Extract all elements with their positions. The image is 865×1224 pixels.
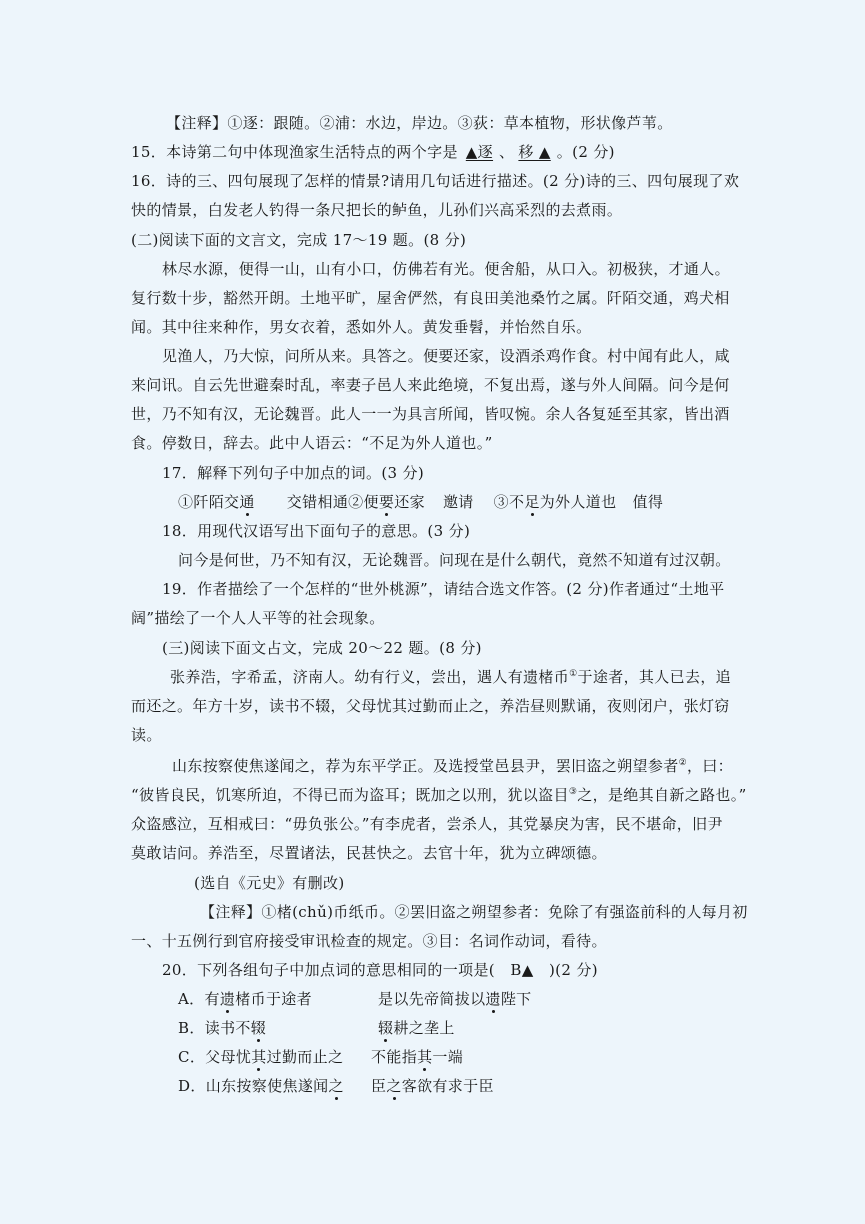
dotted-word: 辍: [250, 1019, 267, 1037]
passage-3-text: ，曰：: [686, 757, 734, 775]
passage-3-line: 而还之。年方十岁，读书不辍，父母忧其过勤而止之，养浩昼则默诵，夜则闭户，张灯窃: [131, 697, 730, 715]
q17-item-3: ③不: [493, 493, 525, 511]
option-c-compare: [371, 1047, 463, 1067]
dotted-word: 遗: [485, 990, 501, 1008]
option-text: D．山东按察使焦遂闻: [178, 1077, 329, 1095]
option-text: 楮币于途者: [235, 990, 313, 1008]
passage-3-text: 山东按察使焦遂闻之，荐为东平学正。及选授堂邑县尹，罢旧盗之朔望参者: [172, 757, 679, 775]
footnote-marker: ③: [568, 787, 578, 797]
dotted-word: 其: [417, 1048, 433, 1066]
section-3-heading: (三)阅读下面文占文，完成 20～22 题。(8 分): [162, 639, 482, 657]
q17-item-1: ①阡陌交: [178, 493, 240, 511]
option-d: [178, 1076, 344, 1096]
option-text: A．有: [178, 990, 220, 1008]
dotted-word: 其: [251, 1048, 267, 1066]
passage-3-line: [131, 785, 747, 805]
footnote-marker: ①: [569, 669, 578, 679]
passage-3-text: “彼皆良民，饥寒所迫，不得已而为盗耳；既加之以刑，犹以盗目: [131, 786, 569, 804]
option-b-compare: [378, 1018, 455, 1038]
footnote-marker: ②: [678, 758, 687, 768]
q17-answer-1: 交错相通: [286, 493, 349, 511]
passage-3-line: [172, 756, 733, 776]
q17-item-3-rest: 为外人道也: [539, 493, 617, 511]
dotted-word: 遗: [219, 990, 236, 1008]
section-2-heading: (二)阅读下面的文言文，完成 17～19 题。(8 分): [131, 231, 467, 249]
option-text: 一端: [432, 1048, 464, 1066]
passage-3-annotation: 【注释】①楮(chǔ)币纸币。②罢旧盗之朔望参者：免除了有强盗前科的人每月初: [200, 903, 748, 921]
question-19-answer: 阔”描绘了一个人人平等的社会现象。: [131, 609, 385, 627]
q17-answer-2: 邀请: [442, 493, 474, 511]
passage-3-text: 之，是绝其自新之路也。”: [577, 786, 747, 804]
question-18: 18．用现代汉语写出下面句子的意思。(3 分): [162, 522, 471, 540]
question-17-answers: [178, 492, 663, 512]
option-text: 过勤而止之: [266, 1048, 344, 1066]
passage-3-line: [170, 667, 731, 687]
question-17: 17．解释下列句子中加点的词。(3 分): [162, 464, 425, 482]
passage-2-line: 世，乃不知有汉，无论魏晋。此人一一为具言所闻，皆叹惋。余人各复延至其家，皆出酒: [131, 405, 730, 423]
passage-3-text: 张养浩，字希孟，济南人。幼有行义，尝出，遇人有遗楮币: [170, 668, 570, 686]
option-b: [178, 1018, 266, 1038]
option-a-compare: [378, 989, 532, 1009]
passage-2-line: 来问讯。自云先世避秦时乱，率妻子邑人来此绝境，不复出焉，遂与外人间隔。问今是何: [131, 376, 730, 394]
poem-annotation: 【注释】①逐：跟随。②浦：水边，岸边。③荻：草本植物，形状像芦苇。: [166, 114, 673, 132]
dotted-word: 足: [524, 493, 540, 511]
q15-answer-2: 移 ▲: [518, 143, 551, 161]
option-text: B．读书不: [178, 1019, 251, 1037]
q15-separator: 、: [499, 143, 515, 161]
dotted-word: 之: [328, 1077, 344, 1095]
question-16: 16．诗的三、四句展现了怎样的情景?请用几句话进行描述。(2 分)诗的三、四句展现了欢: [131, 172, 740, 190]
dotted-word: 通: [239, 493, 255, 511]
option-a: [178, 989, 312, 1009]
source-note: (选自《元史》有删改): [194, 874, 345, 892]
option-d-compare: [371, 1076, 494, 1096]
passage-2-line: 林尽水源，便得一山，山有小口，仿佛若有光。便舍船，从口入。初极狭，才通人。: [162, 260, 730, 278]
passage-3-line: 莫敢诘问。养浩至，尽置诸法，民甚快之。去官十年，犹为立碑颂德。: [131, 844, 607, 862]
option-text: 是以先帝简拔以: [378, 990, 486, 1008]
passage-2-line: 见渔人，乃大惊，问所从来。具答之。便要还家，设酒杀鸡作食。村中闻有此人，咸: [162, 347, 730, 365]
question-18-answer: 问今是何世，乃不知有汉，无论魏晋。问现在是什么朝代，竟然不知道有过汉朝。: [178, 551, 731, 569]
passage-3-line: 读。: [131, 726, 162, 744]
passage-3-annotation: 一、十五例行到官府接受审讯检查的规定。③目：名词作动词，看待。: [131, 932, 607, 950]
option-c: [178, 1047, 343, 1067]
q15-stem: 15．本诗第二句中体现渔家生活特点的两个字是: [131, 143, 458, 161]
dotted-word: 辍: [378, 1019, 394, 1037]
passage-3-text: 于途者，其人已去，追: [577, 668, 732, 686]
dotted-word: 要: [378, 493, 395, 511]
question-19: 19．作者描绘了一个怎样的“世外桃源”，请结合选文作答。(2 分)作者通过“土地平: [162, 580, 725, 598]
q15-score: 。(2 分): [556, 143, 615, 161]
question-20: 20．下列各组句子中加点词的意思相同的一项是( B▲ )(2 分): [162, 961, 598, 979]
passage-2-line: 复行数十步，豁然开朗。土地平旷，屋舍俨然，有良田美池桑竹之属。阡陌交通，鸡犬相: [131, 289, 730, 307]
option-text: 耕之垄上: [393, 1019, 455, 1037]
dotted-word: 之: [386, 1077, 402, 1095]
passage-3-line: 众盗感泣，互相戒曰：“毋负张公。”有李虎者，尝杀人，其党暴戾为害，民不堪命，旧尹: [131, 815, 723, 833]
passage-2-line: 食。停数日，辞去。此中人语云：“不足为外人道也。”: [131, 434, 493, 452]
passage-2-line: 闻。其中往来种作，男女衣着，悉如外人。黄发垂髫，并怡然自乐。: [131, 318, 592, 336]
option-text: 客欲有求于臣: [401, 1077, 494, 1095]
option-text: 臣: [371, 1077, 387, 1095]
option-text: C．父母忧: [178, 1048, 252, 1066]
q17-item-2: ②便: [348, 493, 379, 511]
q17-item-2-rest: 还家: [394, 493, 425, 511]
question-16-answer: 快的情景，白发老人钓得一条尺把长的鲈鱼，儿孙们兴高采烈的去煮雨。: [131, 201, 623, 219]
q15-answer-1: ▲逐: [465, 143, 494, 161]
option-text: 陛下: [500, 990, 532, 1008]
option-text: 不能指: [371, 1048, 418, 1066]
question-15: [131, 142, 615, 162]
q17-answer-3: 值得: [632, 493, 664, 511]
